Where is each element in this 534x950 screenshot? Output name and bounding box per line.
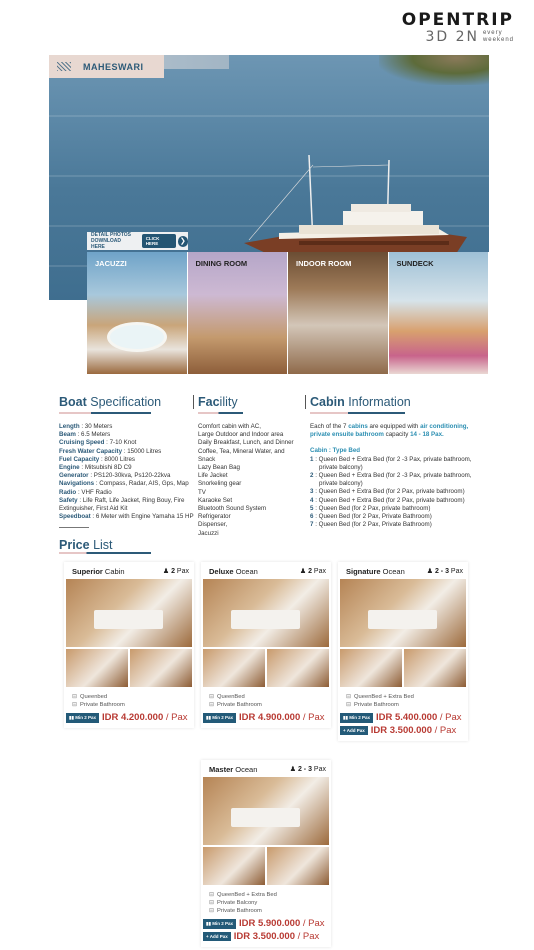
cabin-photo xyxy=(340,579,466,647)
price-value: IDR 5.900.000 / Pax xyxy=(238,918,325,929)
spec-item: Fresh Water Capacity : 15000 Litres xyxy=(59,447,162,455)
spec-item: Navigations : Compass, Radar, AIS, Gps, Map xyxy=(59,480,189,488)
cabin-type-name: Signature Ocean xyxy=(346,567,405,576)
facility-item: Lazy Bean Bag xyxy=(198,464,240,472)
facility-title: Facility xyxy=(198,395,238,409)
price-card[interactable] xyxy=(64,562,194,728)
facility-section xyxy=(198,395,303,538)
brand-duration: 3D 2N xyxy=(425,29,479,45)
person-icon: ♟ xyxy=(162,568,170,575)
facility-item: Dispenser, xyxy=(198,521,228,529)
room-caption: DINING ROOM xyxy=(195,259,248,268)
cabin-type-name: Deluxe Ocean xyxy=(209,567,258,576)
cabin-photo-thumbs xyxy=(203,847,329,885)
feature-item: ⊟ Private Bathroom xyxy=(209,908,262,914)
cabin-item: 6 : Queen Bed (for 2 Pax, Private Bathroom) xyxy=(310,513,432,521)
cabin-photo xyxy=(203,579,329,647)
facility-item: Large Outdoor and Indoor area xyxy=(198,431,284,439)
spec-item: Speedboat : 6 Meter with Engine Yamaha 15 HP xyxy=(59,513,194,521)
brand-name: OPENTRIP xyxy=(401,10,514,30)
add-pax-price: IDR 3.500.000 / Pax xyxy=(370,725,457,736)
room-photo-jacuzzi xyxy=(87,252,188,374)
facility-item: Refrigerator xyxy=(198,513,231,521)
room-photo-dining xyxy=(188,252,289,374)
person-icon: ♟ xyxy=(426,568,434,575)
min-pax-tag: ▮▮ Min 2 Pax xyxy=(66,713,99,723)
min-pax-tag: ▮▮ Min 2 Pax xyxy=(340,713,373,723)
bathroom-icon: ⊟ xyxy=(72,702,78,708)
click-here-button[interactable]: CLICK HERE xyxy=(142,234,176,248)
brand-tagline: every weekend xyxy=(482,30,514,43)
spec-item: Generator : PS120-30kva, Ps120-22kva xyxy=(59,472,171,480)
person-icon: ♟ xyxy=(289,766,297,773)
cabin-title: Cabin Information xyxy=(310,395,411,409)
price-value: IDR 4.200.000 / Pax xyxy=(101,712,188,723)
bathroom-icon: ⊟ xyxy=(346,702,352,708)
cabin-item: 1 : Queen Bed + Extra Bed (for 2 -3 Pax, private bathroom, private balcony) xyxy=(310,455,472,471)
spec-item: Beam : 6.5 Meters xyxy=(59,431,111,439)
cabin-photo xyxy=(203,777,329,845)
feature-item: ⊟ QueenBed + Extra Bed xyxy=(346,694,414,700)
feature-item: ⊟ Private Bathroom xyxy=(209,702,262,708)
cabin-type-name: Superior Cabin xyxy=(72,567,125,576)
spec-item: Safety : Life Raft, Life Jacket, Ring Bouy, Fire Extinguisher, First Aid Kit xyxy=(59,496,185,513)
bathroom-icon: ⊟ xyxy=(209,702,215,708)
room-photo-indoor xyxy=(288,252,389,374)
facility-item: Life Jacket xyxy=(198,472,228,480)
feature-item: ⊟ Private Balcony xyxy=(209,900,258,906)
feature-item: ⊟ Private Bathroom xyxy=(72,702,125,708)
pax-count: ♟ 2 Pax xyxy=(299,568,326,575)
add-pax-tag: + Add Pax xyxy=(203,932,231,941)
facility-item: Jacuzzi xyxy=(198,529,219,537)
room-photo-sundeck xyxy=(389,252,490,374)
cabin-item: 3 : Queen Bed + Extra Bed (for 2 Pax, private bathroom) xyxy=(310,488,465,496)
cabin-list-title: Cabin : Type Bed xyxy=(310,447,361,455)
spec-item: Fuel Capacity : 8000 Litres xyxy=(59,455,136,463)
cabin-photo-thumbs xyxy=(66,649,192,687)
bed-icon: ⊟ xyxy=(346,694,352,700)
cabin-intro: Each of the 7 cabins are equipped with air conditioning, private ensuite bathroom capacity 14 - 18 Pax. xyxy=(310,423,469,439)
cabin-type-name: Master Ocean xyxy=(209,765,258,774)
cabin-information xyxy=(310,395,475,529)
feature-item: ⊟ QueenBed xyxy=(209,694,245,700)
cabin-photo-thumbs xyxy=(340,649,466,687)
person-icon: ♟ xyxy=(299,568,307,575)
price-card[interactable] xyxy=(201,760,331,947)
detail-photos-text: DETAIL PHOTOS DOWNLOAD HERE xyxy=(91,232,132,250)
cabin-item: 5 : Queen Bed (for 2 Pax, private bathroom) xyxy=(310,504,431,512)
bed-icon: ⊟ xyxy=(209,892,215,898)
room-gallery xyxy=(87,252,489,374)
pax-count: ♟ 2 Pax xyxy=(162,568,189,575)
cabin-item: 7 : Queen Bed (for 2 Pax, Private Bathroom) xyxy=(310,521,432,529)
facility-item: Comfort cabin with AC, xyxy=(198,423,261,430)
boat-name-tag xyxy=(49,55,164,78)
detail-photos-banner[interactable] xyxy=(87,232,188,250)
room-caption: JACUZZI xyxy=(95,259,127,268)
spec-item: Radio : VHF Radio xyxy=(59,488,112,496)
cabin-item: 4 : Queen Bed + Extra Bed (for 2 Pax, private bathroom) xyxy=(310,496,465,504)
facility-item: Snorkeling gear xyxy=(198,480,242,488)
pax-count: ♟ 2 - 3 Pax xyxy=(426,568,463,575)
boat-specification xyxy=(59,395,194,521)
brand-logo xyxy=(402,10,514,45)
bed-icon: ⊟ xyxy=(72,694,78,700)
price-value: IDR 5.400.000 / Pax xyxy=(375,712,462,723)
cabin-photo-thumbs xyxy=(203,649,329,687)
spec-title: Boat Specification xyxy=(59,395,162,409)
facility-item: Karaoke Set xyxy=(198,496,233,504)
room-caption: INDOOR ROOM xyxy=(296,259,352,268)
wave-pattern-icon xyxy=(57,62,71,71)
feature-item: ⊟ QueenBed + Extra Bed xyxy=(209,892,277,898)
title-underline xyxy=(59,552,151,554)
min-pax-tag: ▮▮ Min 2 Pax xyxy=(203,713,236,723)
spec-item: Engine : Mitsubishi 8D C9 xyxy=(59,464,132,472)
cabin-photo xyxy=(66,579,192,647)
feature-item: ⊟ Private Bathroom xyxy=(346,702,399,708)
room-caption: SUNDECK xyxy=(396,259,434,268)
pax-count: ♟ 2 - 3 Pax xyxy=(289,766,326,773)
price-card[interactable] xyxy=(201,562,331,728)
facility-item: TV xyxy=(198,488,206,496)
min-pax-tag: ▮▮ Min 2 Pax xyxy=(203,919,236,929)
bed-icon: ⊟ xyxy=(209,694,215,700)
facility-item: Coffee, Tea, Mineral Water, and Snack xyxy=(198,447,285,463)
cabin-item: 2 : Queen Bed + Extra Bed (for 2 -3 Pax, private bathroom, private balcony) xyxy=(310,472,472,488)
divider xyxy=(59,527,89,528)
price-card[interactable] xyxy=(338,562,468,741)
facility-item: Bluetooth Sound System xyxy=(198,505,267,513)
boat-name: MAHESWARI xyxy=(83,61,144,72)
add-pax-tag: + Add Pax xyxy=(340,726,368,735)
bathroom-icon: ⊟ xyxy=(209,908,215,914)
spec-item: Cruising Speed : 7-10 Knot xyxy=(59,439,137,447)
feature-item: ⊟ Queenbed xyxy=(72,694,108,700)
price-list-title: Price List xyxy=(59,538,113,552)
arrow-right-icon[interactable]: ❯ xyxy=(178,236,188,247)
bathroom-icon: ⊟ xyxy=(209,900,215,906)
add-pax-price: IDR 3.500.000 / Pax xyxy=(233,931,320,942)
spec-item: Length : 30 Meters xyxy=(59,423,113,430)
price-value: IDR 4.900.000 / Pax xyxy=(238,712,325,723)
facility-item: Daily Breakfast, Lunch, and Dinner xyxy=(198,439,294,447)
